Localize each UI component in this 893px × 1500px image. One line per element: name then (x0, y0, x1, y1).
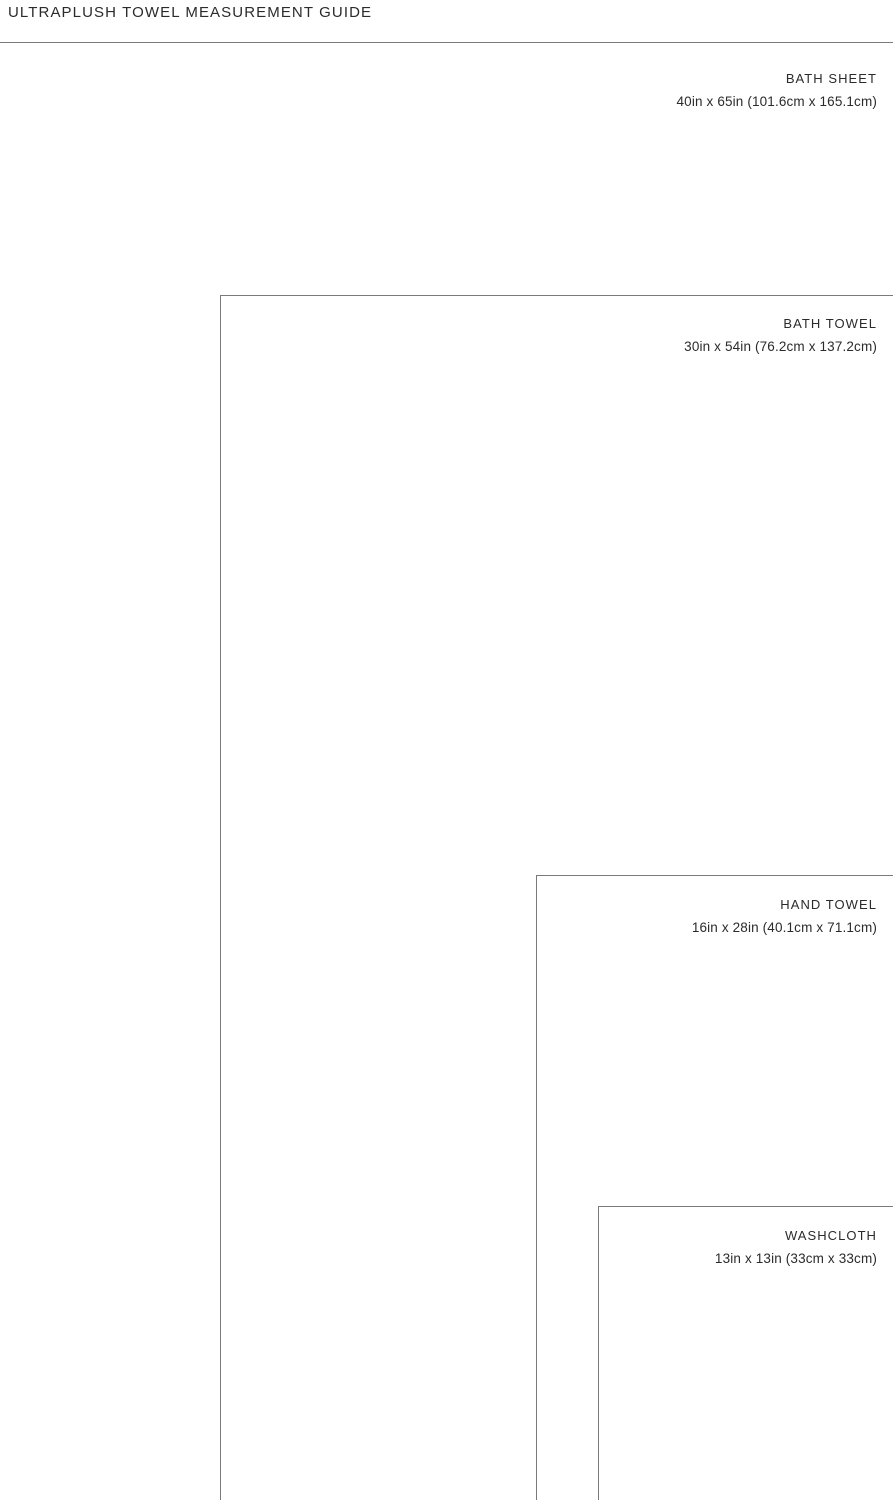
label-dimensions-bath-sheet: 40in x 65in (101.6cm x 165.1cm) (676, 93, 877, 109)
label-bath-sheet (677, 70, 878, 111)
label-name-hand-towel: HAND TOWEL (780, 897, 877, 912)
label-hand-towel (692, 896, 877, 937)
page-title: ULTRAPLUSH TOWEL MEASUREMENT GUIDE (8, 4, 373, 21)
label-name-bath-sheet: BATH SHEET (785, 71, 877, 86)
label-dimensions-washcloth: 13in x 13in (33cm x 33cm) (714, 1250, 877, 1266)
label-name-bath-towel: BATH TOWEL (783, 316, 877, 331)
label-dimensions-hand-towel: 16in x 28in (40.1cm x 71.1cm) (691, 919, 877, 935)
label-bath-towel (684, 315, 877, 356)
label-washcloth (715, 1227, 877, 1268)
label-dimensions-bath-towel: 30in x 54in (76.2cm x 137.2cm) (684, 338, 877, 354)
label-name-washcloth: WASHCLOTH (784, 1228, 877, 1243)
